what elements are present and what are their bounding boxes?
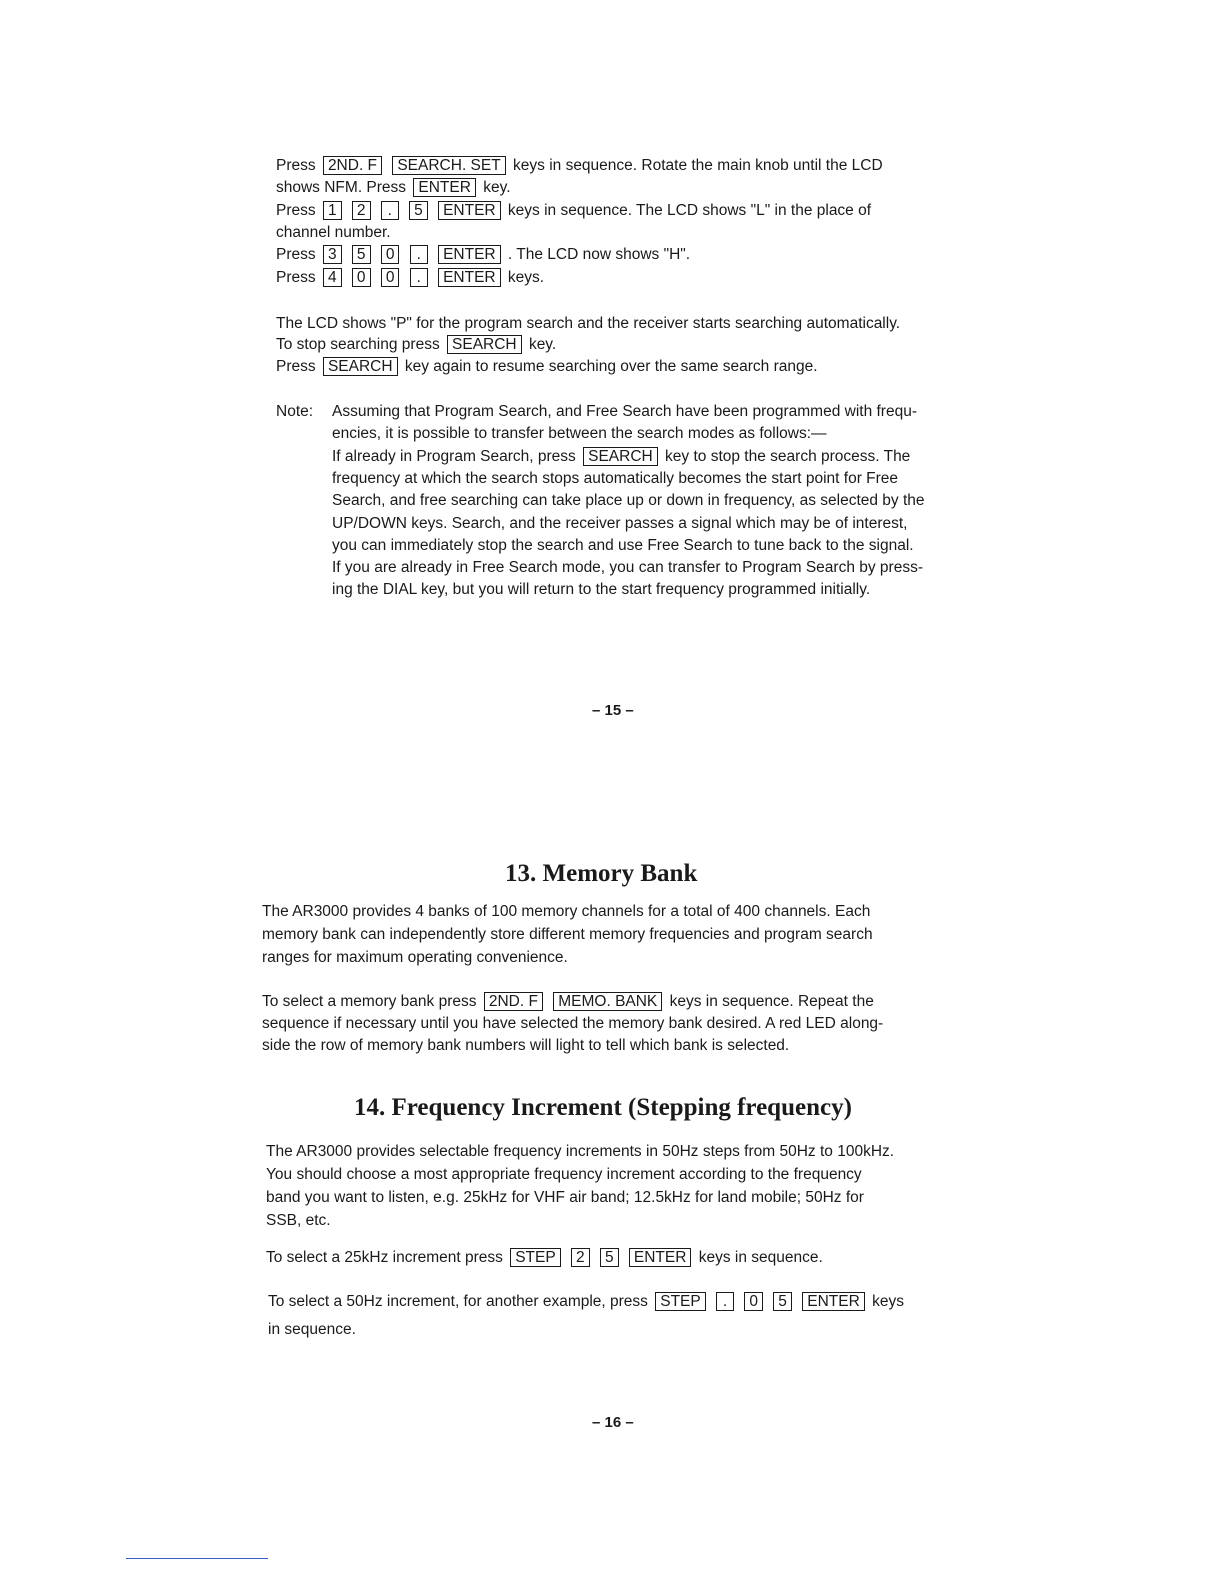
text: To select a 50Hz increment, for another example, press bbox=[268, 1293, 648, 1310]
instruction-line bbox=[276, 357, 818, 377]
note-line: frequency at which the search stops automatically becomes the start point for Free bbox=[332, 470, 899, 487]
key-2nd-f: 2ND. F bbox=[484, 992, 543, 1011]
note-line: Search, and free searching can take place up or down in frequency, as selected by the bbox=[332, 492, 925, 509]
key-2: 2 bbox=[352, 201, 371, 220]
instruction-line bbox=[276, 245, 690, 265]
section-13-paragraph bbox=[262, 900, 873, 969]
instruction-line bbox=[276, 201, 871, 221]
text: key again to resume searching over the same search range. bbox=[404, 358, 818, 375]
paragraph-line: memory bank can independently store different memory frequencies and program search bbox=[262, 926, 873, 943]
key-step: STEP bbox=[655, 1292, 705, 1311]
instruction-line: sequence if necessary until you have selected the memory bank desired. A red LED along- bbox=[262, 1015, 884, 1032]
text: Press bbox=[276, 157, 316, 174]
note-line: Assuming that Program Search, and Free Search have been programmed with frequ- bbox=[332, 403, 917, 420]
instruction-line bbox=[276, 335, 556, 355]
instruction-line bbox=[268, 1292, 904, 1312]
instruction-line bbox=[276, 178, 511, 198]
key-dot: . bbox=[410, 245, 428, 264]
section-13-heading: 13. Memory Bank bbox=[505, 860, 698, 887]
paragraph-line: You should choose a most appropriate frequency increment according to the frequency bbox=[266, 1166, 862, 1183]
key-memo-bank: MEMO. BANK bbox=[553, 992, 662, 1011]
key-search: SEARCH bbox=[323, 357, 398, 376]
page-number: – 16 – bbox=[592, 1414, 634, 1431]
text: . The LCD now shows "H". bbox=[507, 246, 691, 263]
section-14-paragraph bbox=[266, 1140, 894, 1232]
key-enter: ENTER bbox=[629, 1248, 692, 1267]
text: keys in sequence. bbox=[698, 1249, 823, 1266]
text: key. bbox=[483, 179, 511, 196]
key-step: STEP bbox=[510, 1248, 560, 1267]
text: keys bbox=[872, 1293, 904, 1310]
paragraph-line: SSB, etc. bbox=[266, 1212, 331, 1229]
text: keys in sequence. Repeat the bbox=[669, 993, 874, 1010]
key-3: 3 bbox=[323, 245, 342, 264]
text: To select a 25kHz increment press bbox=[266, 1249, 503, 1266]
text: To select a memory bank press bbox=[262, 993, 477, 1010]
paragraph-line: ranges for maximum operating convenience. bbox=[262, 949, 568, 966]
key-dot: . bbox=[410, 268, 428, 287]
text: key to stop the search process. The bbox=[665, 448, 911, 465]
text: key. bbox=[528, 336, 557, 353]
text: shows NFM. Press bbox=[276, 179, 407, 196]
page-number: – 15 – bbox=[592, 702, 634, 719]
instruction-line: channel number. bbox=[276, 224, 391, 241]
text: To stop searching press bbox=[276, 336, 440, 353]
key-5: 5 bbox=[600, 1248, 619, 1267]
note-line: UP/DOWN keys. Search, and the receiver passes a signal which may be of interest, bbox=[332, 515, 908, 532]
key-5: 5 bbox=[352, 245, 371, 264]
key-dot: . bbox=[381, 201, 399, 220]
section-14-heading: 14. Frequency Increment (Stepping frequency) bbox=[354, 1094, 852, 1121]
note-line: encies, it is possible to transfer between the search modes as follows:— bbox=[332, 425, 827, 442]
text: Press bbox=[276, 246, 316, 263]
key-2nd-f: 2ND. F bbox=[323, 156, 382, 175]
key-0: 0 bbox=[381, 245, 400, 264]
text: Press bbox=[276, 202, 316, 219]
text: Press bbox=[276, 358, 316, 375]
text: keys in sequence. The LCD shows "L" in the place of bbox=[507, 202, 872, 219]
divider bbox=[126, 1558, 268, 1559]
paragraph-line: The AR3000 provides selectable frequency increments in 50Hz steps from 50Hz to 100kHz. bbox=[266, 1143, 895, 1160]
key-1: 1 bbox=[323, 201, 342, 220]
key-search-set: SEARCH. SET bbox=[392, 156, 505, 175]
key-search: SEARCH bbox=[447, 335, 522, 354]
key-enter: ENTER bbox=[438, 245, 501, 264]
key-enter: ENTER bbox=[438, 268, 501, 287]
note-line bbox=[332, 447, 910, 467]
key-0: 0 bbox=[381, 268, 400, 287]
note-line: you can immediately stop the search and use Free Search to tune back to the signal. bbox=[332, 537, 914, 554]
key-5: 5 bbox=[773, 1292, 792, 1311]
text: Press bbox=[276, 269, 316, 286]
text: keys in sequence. Rotate the main knob until the LCD bbox=[513, 157, 883, 174]
instruction-line bbox=[266, 1248, 823, 1268]
key-4: 4 bbox=[323, 268, 342, 287]
instruction-line bbox=[276, 156, 883, 176]
instruction-line bbox=[276, 268, 544, 288]
instruction-line: The LCD shows "P" for the program search and the receiver starts searching automatically. bbox=[276, 315, 901, 332]
text: keys. bbox=[507, 269, 545, 286]
instruction-line bbox=[262, 992, 874, 1012]
note-line: ing the DIAL key, but you will return to the start frequency programmed initially. bbox=[332, 581, 871, 598]
key-5: 5 bbox=[409, 201, 428, 220]
paragraph-line: band you want to listen, e.g. 25kHz for VHF air band; 12.5kHz for land mobile; 50Hz for bbox=[266, 1189, 864, 1206]
key-0: 0 bbox=[352, 268, 371, 287]
key-0: 0 bbox=[744, 1292, 763, 1311]
note-line: If you are already in Free Search mode, you can transfer to Program Search by press- bbox=[332, 559, 923, 576]
key-enter: ENTER bbox=[413, 178, 476, 197]
key-search: SEARCH bbox=[583, 447, 658, 466]
instruction-line: side the row of memory bank numbers will light to tell which bank is selected. bbox=[262, 1037, 790, 1054]
note-label: Note: bbox=[276, 403, 314, 420]
key-enter: ENTER bbox=[438, 201, 501, 220]
key-dot: . bbox=[716, 1292, 734, 1311]
key-2: 2 bbox=[571, 1248, 590, 1267]
text: If already in Program Search, press bbox=[332, 448, 576, 465]
instruction-line: in sequence. bbox=[268, 1321, 356, 1338]
key-enter: ENTER bbox=[802, 1292, 865, 1311]
paragraph-line: The AR3000 provides 4 banks of 100 memory channels for a total of 400 channels. Each bbox=[262, 903, 871, 920]
